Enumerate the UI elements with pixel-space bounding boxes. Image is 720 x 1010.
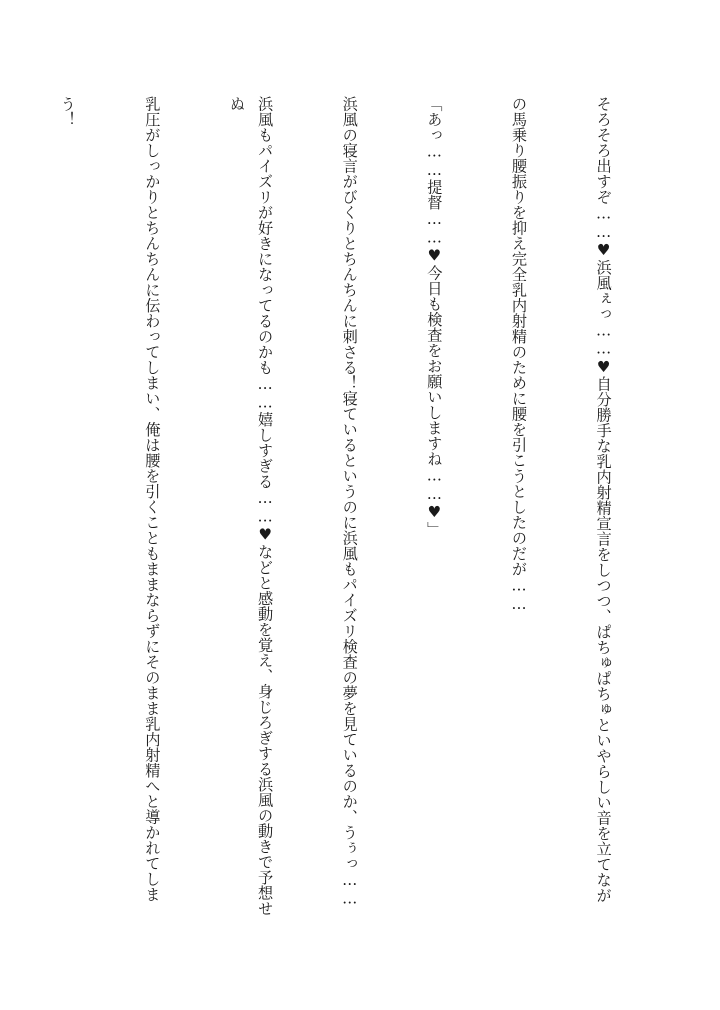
text-line: う！ <box>58 96 77 127</box>
text-line: 乳圧がしっかりとちんちんに伝わってしまい、俺は腰を引くこともままならずにそのまま乳内射精へと導かれてしま <box>143 96 162 902</box>
vertical-text-block <box>0 96 674 926</box>
text-line: 「あっ……提督……♥今日も検査をお願いしますね……♥」 <box>425 96 444 537</box>
text-line: 浜風もパイズリが好きになってるのかも……嬉しすぎる……♥などと感動を覚え、身じろぎする浜風の動きで予想せぬ <box>227 96 275 916</box>
text-line: そろそろ出すぞ……♥浜風ぇっ……♥自分勝手な乳内射精宣言をしつつ、ぱちゅぱちゅといやらしい音を立てなが <box>594 96 613 904</box>
text-line: の馬乗り腰振りを抑え完全乳内射精のために腰を引こうとしたのだが…… <box>509 96 528 614</box>
text-line: 浜風の寝言がびくりとちんちんに刺さる！寝ているというのに浜風もパイズリ検査の夢を見ているのか、うぅっ…… <box>340 96 359 908</box>
